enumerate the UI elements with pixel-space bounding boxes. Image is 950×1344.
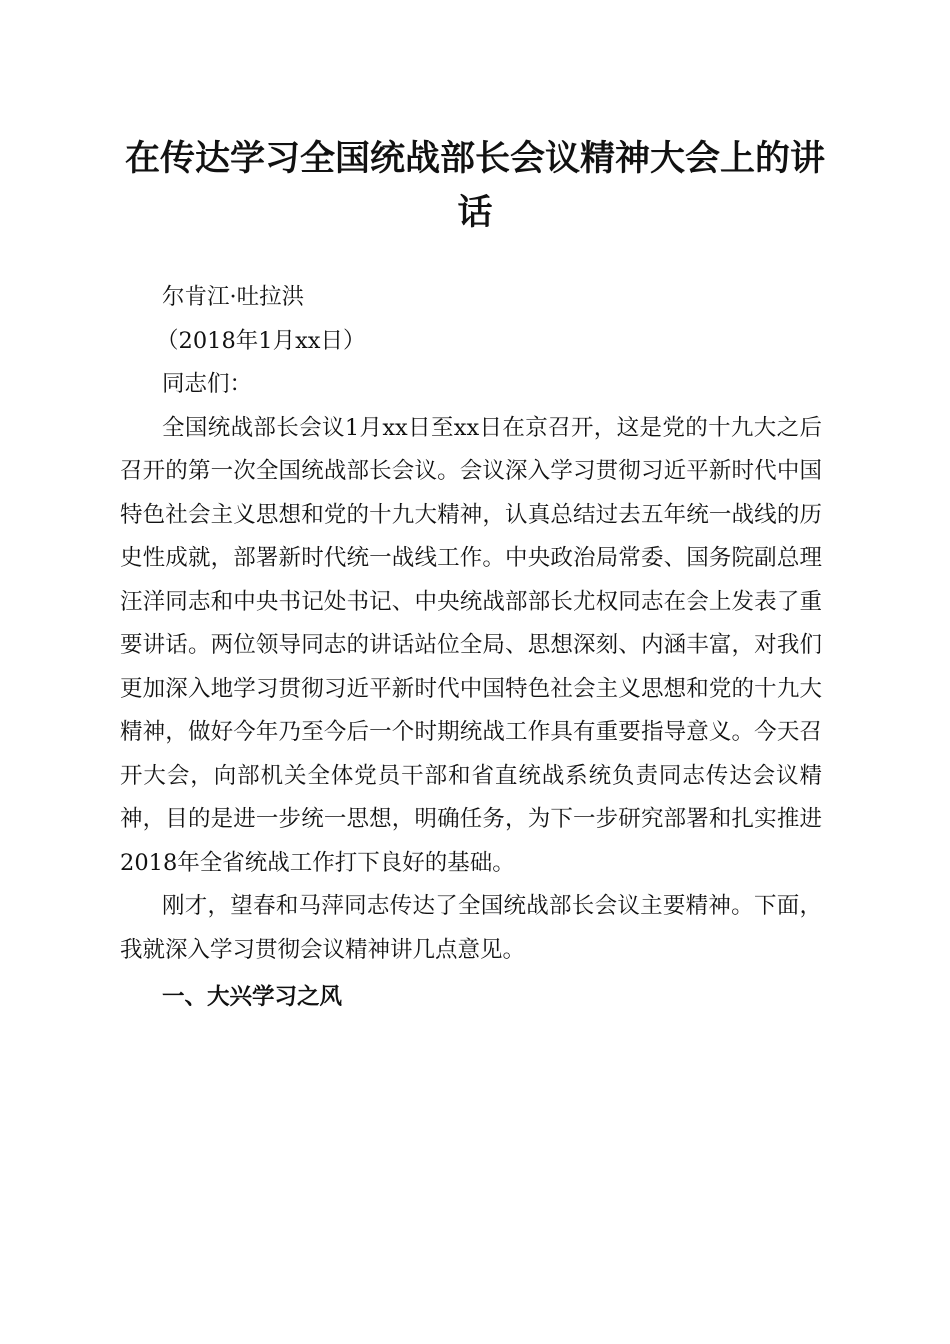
paragraph-1: 全国统战部长会议1月xx日至xx日在京召开，这是党的十九大之后召开的第一次全国统战部长会议。会议深入学习贯彻习近平新时代中国特色社会主义思想和党的十九大精神，认真总结过去五年统一战线的历史性成就，部署新时代统一战线工作。中央政治局常委、国务院副总理汪洋同志和中央书记处书记、中央统战部部长尤权同志在会上发表了重要讲话。两位领导同志的讲话站位全局、思想深刻、内涵丰富，对我们更加深入地学习贯彻习近平新时代中国特色社会主义思想和党的十九大精神，做好今年乃至今后一个时期统战工作具有重要指导意义。今天召开大会，向部机关全体党员干部和省直统战系统负责同志传达会议精神，目的是进一步统一思想，明确任务，为下一步研究部署和扎实推进2018年全省统战工作打下良好的基础。 [120,414,822,876]
document-title: 在传达学习全国统战部长会议精神大会上的讲话 [124,138,825,233]
date-line: （2018年1月xx日） [156,327,366,354]
author-line: 尔肯江·吐拉洪 [162,284,305,310]
salutation: 同志们： [162,371,253,397]
document-body [120,276,822,1020]
section-heading: 一、大兴学习之风 [162,984,343,1010]
paragraph-2: 刚才，望春和马萍同志传达了全国统战部长会议主要精神。下面，我就深入学习贯彻会议精神讲几点意见。 [120,893,822,963]
